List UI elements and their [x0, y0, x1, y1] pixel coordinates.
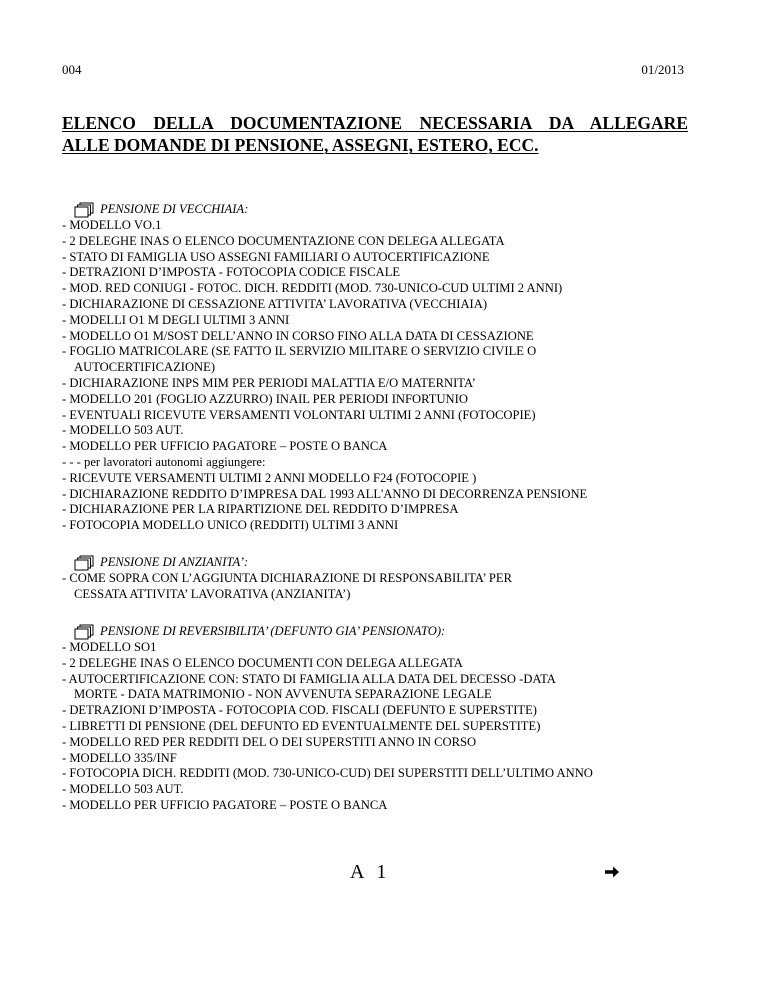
list-item: - MODELLO 503 AUT.: [62, 423, 184, 438]
list-item-continuation: CESSATA ATTIVITA’ LAVORATIVA (ANZIANITA’): [74, 586, 351, 601]
document-date: 01/2013: [641, 62, 684, 77]
document-stack-icon: [74, 624, 94, 640]
list-item: - AUTOCERTIFICAZIONE CON: STATO DI FAMIGLIA ALLA DATA DEL DECESSO -DATA: [62, 671, 556, 686]
list-item: - DETRAZIONI D’IMPOSTA - FOTOCOPIA CODICE FISCALE: [62, 265, 401, 280]
list-item: - DICHIARAZIONE REDDITO D’IMPRESA DAL 1993 ALL'ANNO DI DECORRENZA PENSIONE: [62, 486, 588, 501]
section-title: PENSIONE DI ANZIANITA’:: [100, 555, 249, 570]
list-item: - MOD. RED CONIUGI - FOTOC. DICH. REDDITI (MOD. 730-UNICO-CUD ULTIMI 2 ANNI): [62, 281, 563, 296]
list-item-continuation: MORTE - DATA MATRIMONIO - NON AVVENUTA SEPARAZIONE LEGALE: [74, 687, 492, 702]
list-item: - DICHIARAZIONE PER LA RIPARTIZIONE DEL REDDITO D’IMPRESA: [62, 502, 459, 517]
list-item: - MODELLO 335/INF: [62, 750, 177, 765]
list-item: - LIBRETTI DI PENSIONE (DEL DEFUNTO ED EVENTUALMENTE DEL SUPERSTITE): [62, 718, 541, 733]
list-item: - 2 DELEGHE INAS O ELENCO DOCUMENTAZIONE CON DELEGA ALLEGATA: [62, 233, 505, 248]
list-item: - DICHIARAZIONE DI CESSAZIONE ATTIVITA’ LAVORATIVA (VECCHIAIA): [62, 296, 488, 311]
list-item: - DICHIARAZIONE INPS MIM PER PERIODI MALATTIA E/O MATERNITA’: [62, 375, 476, 390]
document-stack-icon: [74, 555, 94, 571]
list-item: - MODELLO 201 (FOGLIO AZZURRO) INAIL PER PERIODI INFORTUNIO: [62, 391, 468, 406]
list-item: - MODELLO 503 AUT.: [62, 782, 184, 797]
list-item-continuation: AUTOCERTIFICAZIONE): [74, 360, 216, 375]
list-item: - STATO DI FAMIGLIA USO ASSEGNI FAMILIARI O AUTOCERTIFICAZIONE: [62, 249, 490, 264]
section-header: [62, 202, 702, 218]
list-item: - DETRAZIONI D’IMPOSTA - FOTOCOPIA COD. FISCALI (DEFUNTO E SUPERSTITE): [62, 703, 538, 718]
list-item: - RICEVUTE VERSAMENTI ULTIMI 2 ANNI MODELLO F24 (FOTOCOPIE ): [62, 470, 477, 485]
list-item: - FOGLIO MATRICOLARE (SE FATTO IL SERVIZIO MILITARE O SERVIZIO CIVILE O: [62, 344, 537, 359]
list-item: - MODELLO VO.1: [62, 218, 162, 232]
page-title-line-2: ALLE DOMANDE DI PENSIONE, ASSEGNI, ESTERO, ECC.: [62, 135, 539, 155]
list-item: - MODELLO O1 M/SOST DELL’ANNO IN CORSO FINO ALLA DATA DI CESSAZIONE: [62, 328, 534, 343]
list-item: - MODELLI O1 M DEGLI ULTIMI 3 ANNI: [62, 312, 290, 327]
right-arrow-icon: [604, 864, 620, 880]
page-title: [62, 112, 688, 156]
list-item: - FOTOCOPIA MODELLO UNICO (REDDITI) ULTIMI 3 ANNI: [62, 518, 399, 533]
section-title: PENSIONE DI VECCHIAIA:: [100, 202, 249, 217]
section-header: [62, 624, 702, 640]
list-item: - MODELLO RED PER REDDITI DEL O DEI SUPERSTITI ANNO IN CORSO: [62, 734, 477, 749]
list-item: - MODELLO PER UFFICIO PAGATORE – POSTE O BANCA: [62, 439, 388, 454]
section-pensione-anzianita: [62, 555, 702, 603]
list-item: - EVENTUALI RICEVUTE VERSAMENTI VOLONTARI ULTIMI 2 ANNI (FOTOCOPIE): [62, 407, 536, 422]
section-pensione-reversibilita: [62, 624, 702, 814]
section-header: [62, 555, 702, 571]
section-pensione-vecchiaia: [62, 202, 702, 534]
page-title-line-1: ELENCO DELLA DOCUMENTAZIONE NECESSARIA DA ALLEGARE: [62, 113, 688, 133]
document-stack-icon: [74, 202, 94, 218]
document-code: 004: [62, 62, 82, 77]
list-item: - MODELLO PER UFFICIO PAGATORE – POSTE O BANCA: [62, 797, 388, 812]
list-item-subheading: - - - per lavoratori autonomi aggiungere:: [62, 454, 266, 469]
list-item: - MODELLO SO1: [62, 640, 157, 654]
section-title: PENSIONE DI REVERSIBILITA’ (DEFUNTO GIA’ PENSIONATO):: [100, 624, 446, 639]
page-number-label: A 1: [350, 861, 391, 883]
list-item: - FOTOCOPIA DICH. REDDITI (MOD. 730-UNICO-CUD) DEI SUPERSTITI DELL’ULTIMO ANNO: [62, 766, 593, 781]
list-item: - COME SOPRA CON L’AGGIUNTA DICHIARAZIONE DI RESPONSABILITA’ PER: [62, 571, 512, 585]
list-item: - 2 DELEGHE INAS O ELENCO DOCUMENTI CON DELEGA ALLEGATA: [62, 655, 463, 670]
